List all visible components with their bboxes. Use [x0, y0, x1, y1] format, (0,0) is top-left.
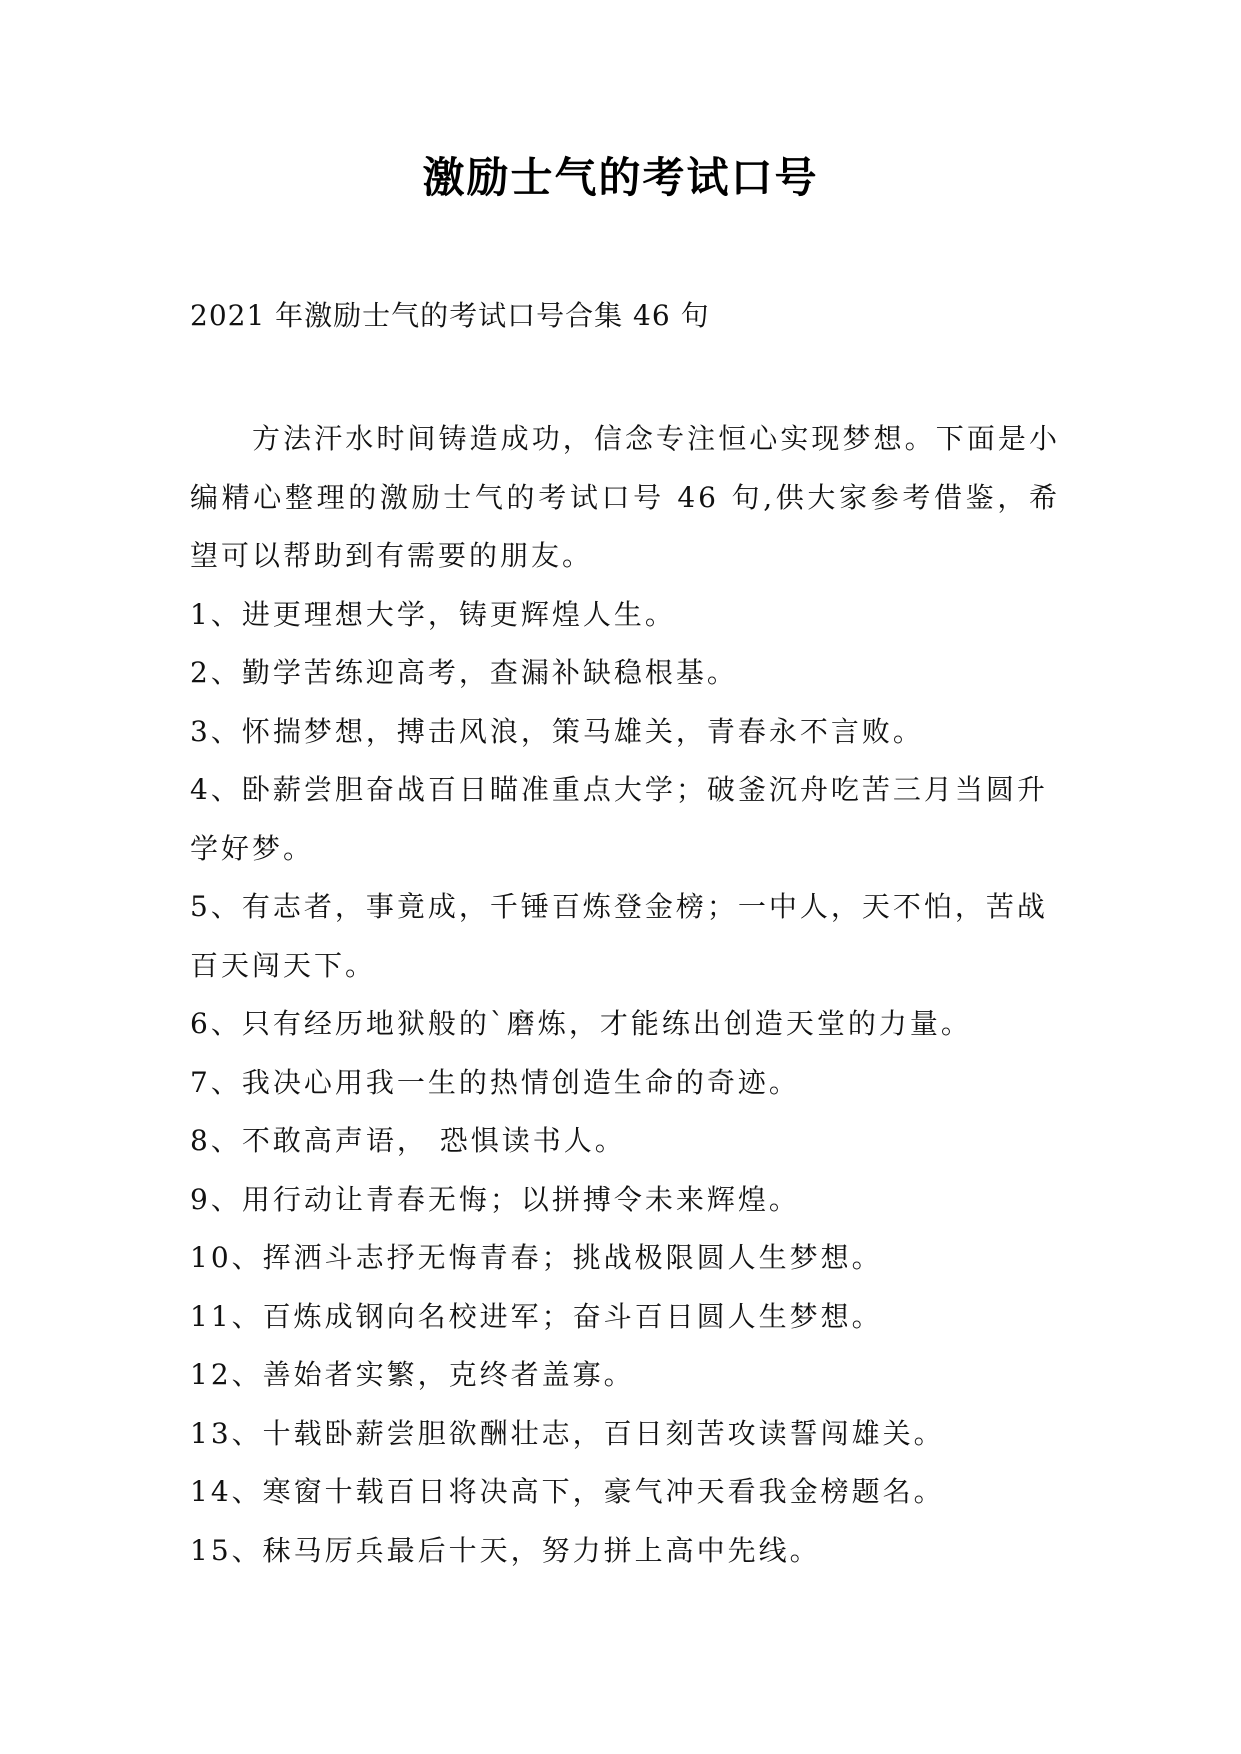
list-item: 7、我决心用我一生的热情创造生命的奇迹。	[190, 1065, 800, 1099]
list-item: 2、勤学苦练迎高考，查漏补缺稳根基。	[190, 656, 738, 689]
document-title: 激励士气的考试口号	[422, 153, 819, 202]
list-item: 14、寒窗十载百日将决高下，豪气冲天看我金榜题名。	[190, 1475, 945, 1508]
document-subtitle: 2021 年激励士气的考试口号合集 46 句	[190, 299, 710, 332]
list-item: 8、不敢高声语， 恐惧读书人。	[190, 1124, 626, 1157]
list-item: 10、挥洒斗志抒无悔青春；挑战极限圆人生梦想。	[190, 1241, 883, 1274]
list-item: 11、百炼成钢向名校进军；奋斗百日圆人生梦想。	[190, 1299, 883, 1333]
list-item: 5、有志者，事竟成，千锤百炼登金榜；一中人，天不怕，苦战百天闯天下。	[190, 890, 1048, 982]
list-item: 6、只有经历地狱般的`磨炼，才能练出创造天堂的力量。	[190, 1007, 972, 1040]
list-item: 13、十载卧薪尝胆欲酬壮志，百日刻苦攻读誓闯雄关。	[190, 1416, 945, 1450]
list-item: 9、用行动让青春无悔；以拼搏令未来辉煌。	[190, 1182, 800, 1216]
intro-paragraph: 方法汗水时间铸造成功，信念专注恒心实现梦想。下面是小编精心整理的激励士气的考试口号 46 句,供大家参考借鉴，希望可以帮助到有需要的朋友。	[190, 422, 1060, 572]
list-item: 15、秣马厉兵最后十天，努力拼上高中先线。	[190, 1533, 821, 1567]
list-item: 1、进更理想大学，铸更辉煌人生。	[190, 597, 676, 631]
document-body	[190, 410, 1060, 1580]
list-item: 12、善始者实繁，克终者盖寡。	[190, 1358, 635, 1391]
list-item: 4、卧薪尝胆奋战百日瞄准重点大学；破釜沉舟吃苦三月当圆升学好梦。	[190, 773, 1048, 865]
list-item: 3、怀揣梦想，搏击风浪，策马雄关，青春永不言败。	[190, 714, 924, 748]
